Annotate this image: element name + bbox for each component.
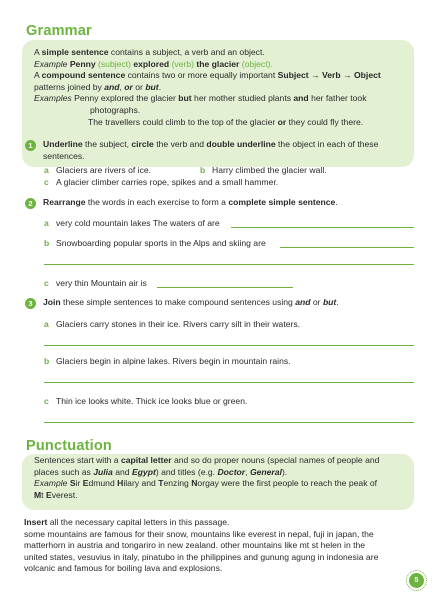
answer-line[interactable] — [44, 382, 414, 383]
passage-line-1: some mountains are famous for their snow, mountains like everest in nepal, fuji in japan, the — [24, 528, 374, 539]
q3-item-c: c Thin ice looks white. Thick ice looks blue or green. — [44, 396, 248, 406]
question-1 — [26, 139, 416, 162]
punctuation-line-3: Example Sir Edmund Hilary and Tenzing Norgay were the first people to reach the peak of — [34, 478, 378, 489]
question-2 — [26, 197, 416, 209]
question-number-2: 2 — [25, 198, 36, 209]
q3-item-b: b Glaciers begin in alpine lakes. Rivers begin in mountain rains. — [44, 356, 291, 366]
question-2-instruction: Rearrange the words in each exercise to form a complete simple sentence. — [43, 197, 338, 207]
insert-exercise — [24, 517, 414, 575]
punctuation-title: Punctuation — [26, 438, 112, 454]
q2-item-c: c very thin Mountain air is — [44, 278, 147, 288]
question-3-instruction: Join these simple sentences to make compound sentences using and or but. — [43, 297, 339, 307]
passage-line-3: united states, vesuvius in italy, pinatubo in the philippines and gunung agung in indonesia are — [24, 551, 379, 562]
question-1-instruction-cont: sentences. — [43, 150, 85, 161]
question-1-instruction: Underline the subject, circle the verb and double underline the object in each of these — [43, 139, 379, 149]
q2-item-a: a very cold mountain lakes The waters of are — [44, 218, 220, 228]
grammar-line-5: Examples Penny explored the glacier but her mother studied plants and her father took — [34, 93, 367, 104]
grammar-line-2: Example Penny (subject) explored (verb) the glacier (object). — [34, 58, 273, 69]
q1-item-a: a Glaciers are rivers of ice. — [44, 165, 152, 175]
answer-line[interactable] — [157, 287, 293, 288]
q2-item-b: b Snowboarding popular sports in the Alps and skiing are — [44, 238, 266, 248]
punctuation-line-1: Sentences start with a capital letter and so do proper nouns (special names of people and — [34, 455, 380, 465]
grammar-title: Grammar — [26, 23, 92, 39]
grammar-line-4: patterns joined by and, or or but. — [34, 81, 162, 92]
page-number: 5 — [409, 573, 424, 588]
answer-line[interactable] — [44, 345, 414, 346]
insert-instruction: Insert all the necessary capital letters in this passage. — [24, 517, 230, 527]
q1-item-c: c A glacier climber carries rope, spikes and a small hammer. — [44, 177, 279, 187]
grammar-line-3: A compound sentence contains two or more equally important Subject → Verb → Object — [34, 70, 381, 81]
question-number-1: 1 — [25, 140, 36, 151]
grammar-line-1: A simple sentence contains a subject, a verb and an object. — [34, 47, 265, 57]
q1-item-b: b Harry climbed the glacier wall. — [200, 165, 327, 175]
answer-line[interactable] — [231, 227, 414, 228]
punctuation-line-2: places such as Julia and Egypt) and titles (e.g. Doctor, General). — [34, 466, 288, 477]
grammar-line-6: photographs. — [90, 104, 141, 115]
passage-line-4: volcanic and famous for boiling lava and explosions. — [24, 563, 223, 574]
punctuation-box — [22, 454, 414, 510]
punctuation-line-4: Mt Everest. — [34, 489, 78, 500]
q3-item-a: a Glaciers carry stones in their ice. Rivers carry silt in their waters. — [44, 319, 301, 329]
passage-line-2: matterhorn in austria and tongariro in new zealand. other mountains like mt st helen in the — [24, 540, 366, 551]
answer-line[interactable] — [44, 264, 414, 265]
question-number-3: 3 — [25, 298, 36, 309]
grammar-line-7: The travellers could climb to the top of the glacier or they could fly there. — [88, 116, 364, 127]
answer-line[interactable] — [280, 247, 414, 248]
answer-line[interactable] — [44, 422, 414, 423]
question-3 — [26, 297, 416, 309]
